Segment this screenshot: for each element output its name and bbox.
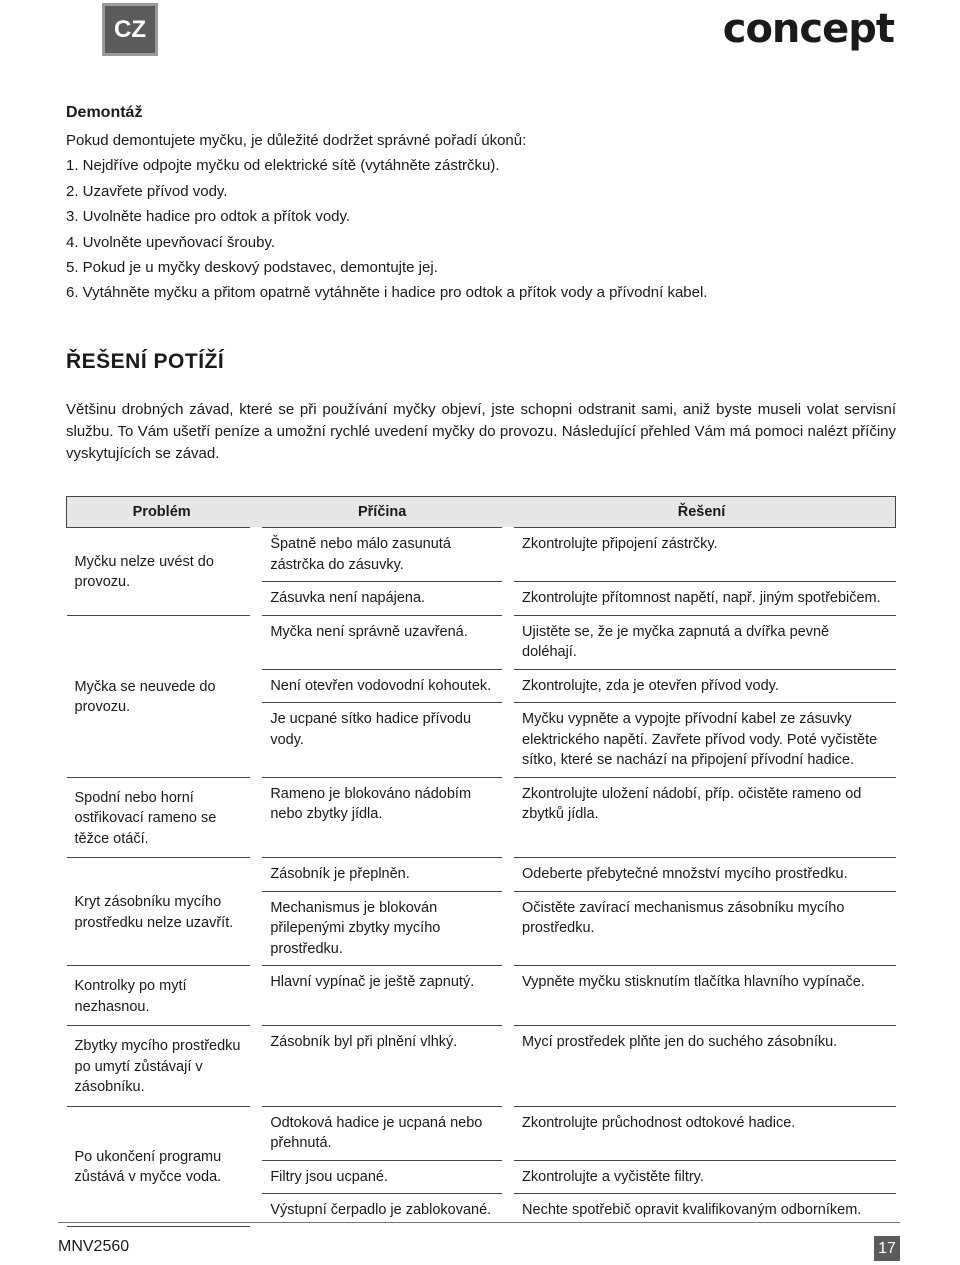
cause-cell: Zásobník byl při plnění vlhký. — [256, 1026, 508, 1107]
demontaz-line: 3. Uvolněte hadice pro odtok a přítok vody. — [66, 208, 351, 226]
cause-cell: Výstupní čerpadlo je zablokované. — [256, 1194, 508, 1227]
solution-cell: Vypněte myčku stisknutím tlačítka hlavního vypínače. — [508, 966, 895, 1026]
table-header-row — [67, 497, 896, 528]
solution-cell: Mycí prostředek plňte jen do suchého zásobníku. — [508, 1026, 895, 1107]
demontaz-heading: Demontáž — [66, 104, 143, 121]
cause-cell: Myčka není správně uzavřená. — [256, 615, 508, 669]
demontaz-line: 1. Nejdříve odpojte myčku od elektrické sítě (vytáhněte zástrčku). — [66, 157, 500, 175]
demontaz-line: 4. Uvolněte upevňovací šrouby. — [66, 233, 276, 251]
solution-cell: Nechte spotřebič opravit kvalifikovaným odborníkem. — [508, 1194, 895, 1227]
cause-cell: Není otevřen vodovodní kohoutek. — [256, 669, 508, 703]
header-solution: Řešení — [508, 497, 895, 528]
troubleshooting-table — [66, 496, 896, 1227]
cause-cell: Zásobník je přeplněn. — [256, 858, 508, 892]
cause-cell: Odtoková hadice je ucpaná nebo přehnutá. — [256, 1106, 508, 1160]
header-cause: Příčina — [256, 497, 508, 528]
section-intro — [66, 399, 896, 465]
header-problem: Problém — [67, 497, 257, 528]
solution-cell: Zkontrolujte přítomnost napětí, např. jiným spotřebičem. — [508, 582, 895, 616]
demontaz-line: 2. Uzavřete přívod vody. — [66, 182, 228, 200]
cause-cell: Zásuvka není napájena. — [256, 582, 508, 616]
demontaz-line: 5. Pokud je u myčky deskový podstavec, demontujte jej. — [66, 259, 438, 277]
language-badge: CZ — [102, 3, 158, 56]
problem-cell: Spodní nebo horní ostřikovací rameno se těžce otáčí. — [67, 777, 257, 858]
problem-cell: Myčka se neuvede do provozu. — [67, 615, 257, 777]
problem-cell: Kryt zásobníku mycího prostředku nelze uzavřít. — [67, 858, 257, 966]
table-body — [67, 528, 896, 1227]
solution-cell: Zkontrolujte a vyčistěte filtry. — [508, 1160, 895, 1194]
cause-cell: Mechanismus je blokován přilepenými zbytky mycího prostředku. — [256, 891, 508, 966]
problem-cell: Zbytky mycího prostředku po umytí zůstávají v zásobníku. — [67, 1026, 257, 1107]
cause-cell: Hlavní vypínač je ještě zapnutý. — [256, 966, 508, 1026]
cause-cell: Špatně nebo málo zasunutá zástrčka do zásuvky. — [256, 528, 508, 582]
solution-cell: Zkontrolujte uložení nádobí, příp. očistěte rameno od zbytků jídla. — [508, 777, 895, 858]
cause-cell: Je ucpané sítko hadice přívodu vody. — [256, 703, 508, 778]
intro-text: Většinu drobných závad, které se při používání myčky objeví, jste schopni odstranit sami, aniž byste museli volat servisní službu. To Vám ušetří peníze a umožní rychlé uvedení myčky do provozu. Následující přehled Vám má pomoci nalézt příčiny vyskytujících se závad. — [66, 401, 896, 462]
cause-cell: Rameno je blokováno nádobím nebo zbytky jídla. — [256, 777, 508, 858]
solution-cell: Zkontrolujte průchodnost odtokové hadice. — [508, 1106, 895, 1160]
table-row — [67, 966, 896, 1026]
table-row — [67, 528, 896, 582]
demontaz-line: 6. Vytáhněte myčku a přitom opatrně vytáhněte i hadice pro odtok a přítok vody a přívodní kabel. — [66, 284, 708, 302]
problem-cell: Kontrolky po mytí nezhasnou. — [67, 966, 257, 1026]
brand-logo: concept — [722, 6, 894, 52]
table-row — [67, 1106, 896, 1160]
page-number: 17 — [874, 1236, 900, 1261]
cause-cell: Filtry jsou ucpané. — [256, 1160, 508, 1194]
solution-cell: Zkontrolujte, zda je otevřen přívod vody. — [508, 669, 895, 703]
problem-cell: Po ukončení programu zůstává v myčce voda. — [67, 1106, 257, 1227]
demontaz-line: Pokud demontujete myčku, je důležité dodržet správné pořadí úkonů: — [66, 132, 527, 149]
solution-cell: Odeberte přebytečné množství mycího prostředku. — [508, 858, 895, 892]
demontaz-steps — [66, 128, 896, 306]
table-row — [67, 858, 896, 892]
table-row — [67, 777, 896, 858]
solution-cell: Myčku vypněte a vypojte přívodní kabel ze zásuvky elektrického napětí. Zavřete přívod vody. Poté vyčistěte sítko, které se nachází na připojení přívodní hadice. — [508, 703, 895, 778]
solution-cell: Ujistěte se, že je myčka zapnutá a dvířka pevně doléhají. — [508, 615, 895, 669]
solution-cell: Očistěte zavírací mechanismus zásobníku mycího prostředku. — [508, 891, 895, 966]
solution-cell: Zkontrolujte připojení zástrčky. — [508, 528, 895, 582]
table-row — [67, 1026, 896, 1107]
footer-divider — [58, 1222, 900, 1223]
table-row — [67, 615, 896, 669]
footer-model: MNV2560 — [58, 1238, 130, 1255]
problem-cell: Myčku nelze uvést do provozu. — [67, 528, 257, 616]
section-title: ŘEŠENÍ POTÍŽÍ — [66, 350, 225, 373]
